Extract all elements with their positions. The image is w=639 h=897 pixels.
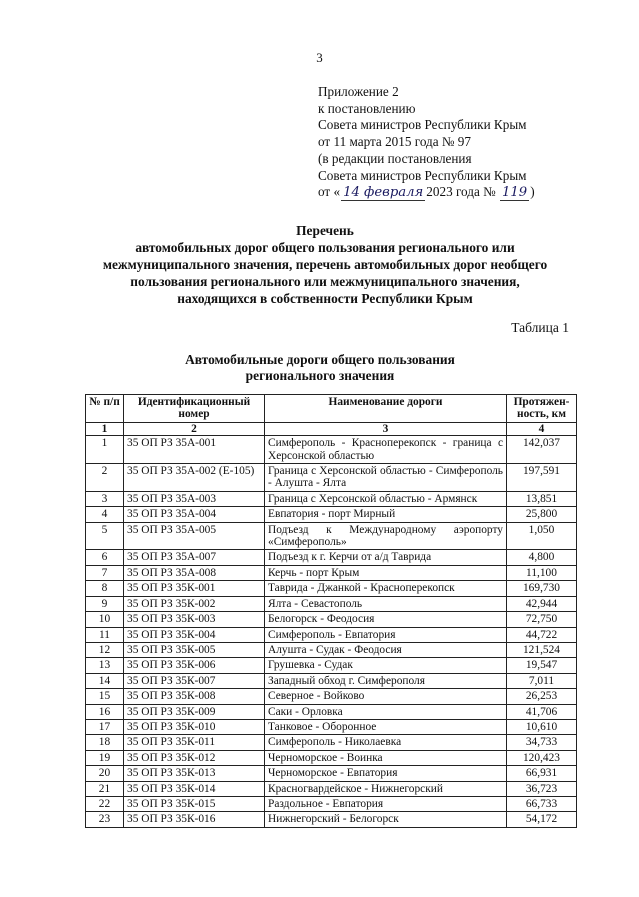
cell-length: 13,851 bbox=[507, 491, 577, 506]
table-row bbox=[86, 596, 577, 611]
cell-num: 12 bbox=[86, 642, 124, 657]
cell-id: 35 ОП РЗ 35К-008 bbox=[124, 689, 265, 704]
table-row bbox=[86, 642, 577, 657]
cell-road-name: Черноморское - Евпатория bbox=[265, 766, 507, 781]
cell-length: 25,800 bbox=[507, 507, 577, 522]
cell-id: 35 ОП РЗ 35К-014 bbox=[124, 781, 265, 796]
title-line: Перечень bbox=[296, 223, 354, 238]
table-row bbox=[86, 658, 577, 673]
cell-num: 23 bbox=[86, 812, 124, 827]
cell-num: 21 bbox=[86, 781, 124, 796]
title-line: автомобильных дорог общего пользования регионального или bbox=[135, 240, 515, 255]
cell-id: 35 ОП РЗ 35А-005 bbox=[124, 522, 265, 550]
header-name: Наименование дороги bbox=[265, 395, 507, 423]
table-body bbox=[86, 436, 577, 828]
cell-id: 35 ОП РЗ 35К-009 bbox=[124, 704, 265, 719]
table-row bbox=[86, 704, 577, 719]
table-row bbox=[86, 522, 577, 550]
table-row bbox=[86, 507, 577, 522]
cell-length: 169,730 bbox=[507, 581, 577, 596]
handwritten-date: 14 февраля bbox=[343, 185, 424, 201]
cell-length: 66,733 bbox=[507, 796, 577, 811]
cell-id: 35 ОП РЗ 35К-003 bbox=[124, 612, 265, 627]
table-row bbox=[86, 464, 577, 492]
appendix-line: Совета министров Республики Крым bbox=[318, 117, 527, 133]
cell-road-name: Алушта - Судак - Феодосия bbox=[265, 642, 507, 657]
cell-id: 35 ОП РЗ 35К-006 bbox=[124, 658, 265, 673]
table-row bbox=[86, 766, 577, 781]
table-row bbox=[86, 750, 577, 765]
cell-num: 15 bbox=[86, 689, 124, 704]
cell-length: 197,591 bbox=[507, 464, 577, 492]
table-row bbox=[86, 735, 577, 750]
table-row bbox=[86, 796, 577, 811]
date-suffix: ) bbox=[530, 184, 535, 200]
cell-id: 35 ОП РЗ 35К-004 bbox=[124, 627, 265, 642]
table-row bbox=[86, 491, 577, 506]
cell-num: 10 bbox=[86, 612, 124, 627]
cell-id: 35 ОП РЗ 35А-001 bbox=[124, 436, 265, 464]
cell-length: 120,423 bbox=[507, 750, 577, 765]
appendix-line: к постановлению bbox=[318, 100, 416, 116]
cell-length: 142,037 bbox=[507, 436, 577, 464]
document-title bbox=[60, 222, 590, 307]
appendix-line: от 11 марта 2015 года № 97 bbox=[318, 134, 471, 150]
cell-num: 17 bbox=[86, 719, 124, 734]
cell-length: 7,011 bbox=[507, 673, 577, 688]
header-length: Протяжен-ность, км bbox=[507, 395, 577, 423]
cell-length: 1,050 bbox=[507, 522, 577, 550]
cell-num: 5 bbox=[86, 522, 124, 550]
appendix-date-line bbox=[318, 184, 618, 201]
cell-id: 35 ОП РЗ 35А-007 bbox=[124, 550, 265, 565]
cell-road-name: Подъезд к Международному аэропорту «Симферополь» bbox=[265, 522, 507, 550]
cell-num: 20 bbox=[86, 766, 124, 781]
cell-road-name: Саки - Орловка bbox=[265, 704, 507, 719]
date-middle: 2023 года № bbox=[426, 184, 496, 200]
roads-table bbox=[85, 394, 577, 828]
cell-length: 36,723 bbox=[507, 781, 577, 796]
date-prefix: от « bbox=[318, 184, 341, 200]
cell-length: 121,524 bbox=[507, 642, 577, 657]
table-row bbox=[86, 627, 577, 642]
cell-id: 35 ОП РЗ 35К-015 bbox=[124, 796, 265, 811]
cell-road-name: Подъезд к г. Керчи от а/д Таврида bbox=[265, 550, 507, 565]
cell-road-name: Симферополь - Николаевка bbox=[265, 735, 507, 750]
cell-road-name: Керчь - порт Крым bbox=[265, 565, 507, 580]
cell-road-name: Евпатория - порт Мирный bbox=[265, 507, 507, 522]
cell-road-name: Черноморское - Воинка bbox=[265, 750, 507, 765]
table-row bbox=[86, 612, 577, 627]
table-row bbox=[86, 565, 577, 580]
cell-id: 35 ОП РЗ 35К-010 bbox=[124, 719, 265, 734]
appendix-line: Совета министров Республики Крым bbox=[318, 167, 527, 183]
table-row bbox=[86, 781, 577, 796]
index-cell: 1 bbox=[86, 422, 124, 435]
subtitle-line: Автомобильные дороги общего пользования bbox=[185, 352, 455, 367]
table-header-row bbox=[86, 395, 577, 423]
cell-num: 14 bbox=[86, 673, 124, 688]
cell-road-name: Симферополь - Евпатория bbox=[265, 627, 507, 642]
table-row bbox=[86, 812, 577, 827]
cell-length: 41,706 bbox=[507, 704, 577, 719]
index-cell: 2 bbox=[124, 422, 265, 435]
cell-road-name: Красногвардейское - Нижнегорский bbox=[265, 781, 507, 796]
cell-id: 35 ОП РЗ 35К-005 bbox=[124, 642, 265, 657]
title-line: находящихся в собственности Республики Крым bbox=[177, 291, 473, 306]
cell-num: 3 bbox=[86, 491, 124, 506]
appendix-header bbox=[318, 84, 618, 201]
cell-road-name: Ялта - Севастополь bbox=[265, 596, 507, 611]
table-row bbox=[86, 689, 577, 704]
cell-id: 35 ОП РЗ 35А-004 bbox=[124, 507, 265, 522]
cell-num: 22 bbox=[86, 796, 124, 811]
cell-id: 35 ОП РЗ 35К-001 bbox=[124, 581, 265, 596]
cell-id: 35 ОП РЗ 35К-007 bbox=[124, 673, 265, 688]
cell-road-name: Таврида - Джанкой - Красноперекопск bbox=[265, 581, 507, 596]
cell-id: 35 ОП РЗ 35А-008 bbox=[124, 565, 265, 580]
table-row bbox=[86, 673, 577, 688]
cell-length: 72,750 bbox=[507, 612, 577, 627]
appendix-line: (в редакции постановления bbox=[318, 150, 472, 166]
title-line: пользования регионального или межмуниципального значения, bbox=[130, 274, 520, 289]
table-row bbox=[86, 550, 577, 565]
subtitle-line: регионального значения bbox=[245, 368, 395, 383]
cell-num: 19 bbox=[86, 750, 124, 765]
table-row bbox=[86, 719, 577, 734]
cell-road-name: Западный обход г. Симферополя bbox=[265, 673, 507, 688]
table-row bbox=[86, 436, 577, 464]
cell-road-name: Симферополь - Красноперекопск - граница с Херсонской областью bbox=[265, 436, 507, 464]
appendix-line: Приложение 2 bbox=[318, 84, 399, 99]
cell-road-name: Нижнегорский - Белогорск bbox=[265, 812, 507, 827]
cell-num: 8 bbox=[86, 581, 124, 596]
cell-num: 7 bbox=[86, 565, 124, 580]
cell-road-name: Северное - Войково bbox=[265, 689, 507, 704]
cell-id: 35 ОП РЗ 35А-002 (Е-105) bbox=[124, 464, 265, 492]
cell-id: 35 ОП РЗ 35К-002 bbox=[124, 596, 265, 611]
cell-id: 35 ОП РЗ 35К-013 bbox=[124, 766, 265, 781]
cell-length: 10,610 bbox=[507, 719, 577, 734]
cell-length: 19,547 bbox=[507, 658, 577, 673]
table-subtitle bbox=[100, 352, 540, 384]
cell-length: 44,722 bbox=[507, 627, 577, 642]
cell-num: 2 bbox=[86, 464, 124, 492]
cell-length: 34,733 bbox=[507, 735, 577, 750]
cell-num: 11 bbox=[86, 627, 124, 642]
cell-length: 54,172 bbox=[507, 812, 577, 827]
cell-num: 6 bbox=[86, 550, 124, 565]
cell-num: 16 bbox=[86, 704, 124, 719]
title-line: межмуниципального значения, перечень автомобильных дорог необщего bbox=[102, 257, 548, 272]
cell-road-name: Танковое - Оборонное bbox=[265, 719, 507, 734]
cell-num: 18 bbox=[86, 735, 124, 750]
cell-road-name: Граница с Херсонской областью - Армянск bbox=[265, 491, 507, 506]
cell-num: 9 bbox=[86, 596, 124, 611]
cell-id: 35 ОП РЗ 35А-003 bbox=[124, 491, 265, 506]
table-index-row bbox=[86, 422, 577, 435]
header-id: Идентификационный номер bbox=[124, 395, 265, 423]
cell-road-name: Граница с Херсонской областью - Симферополь - Алушта - Ялта bbox=[265, 464, 507, 492]
cell-num: 1 bbox=[86, 436, 124, 464]
page-number: 3 bbox=[316, 50, 323, 65]
cell-length: 66,931 bbox=[507, 766, 577, 781]
index-cell: 3 bbox=[265, 422, 507, 435]
cell-id: 35 ОП РЗ 35К-012 bbox=[124, 750, 265, 765]
cell-road-name: Грушевка - Судак bbox=[265, 658, 507, 673]
cell-road-name: Раздольное - Евпатория bbox=[265, 796, 507, 811]
table-row bbox=[86, 581, 577, 596]
cell-num: 4 bbox=[86, 507, 124, 522]
index-cell: 4 bbox=[507, 422, 577, 435]
cell-road-name: Белогорск - Феодосия bbox=[265, 612, 507, 627]
cell-num: 13 bbox=[86, 658, 124, 673]
cell-length: 4,800 bbox=[507, 550, 577, 565]
cell-id: 35 ОП РЗ 35К-016 bbox=[124, 812, 265, 827]
cell-length: 11,100 bbox=[507, 565, 577, 580]
cell-id: 35 ОП РЗ 35К-011 bbox=[124, 735, 265, 750]
handwritten-number: 119 bbox=[502, 185, 528, 201]
cell-length: 42,944 bbox=[507, 596, 577, 611]
table-label: Таблица 1 bbox=[511, 320, 569, 335]
cell-length: 26,253 bbox=[507, 689, 577, 704]
header-num: № п/п bbox=[86, 395, 124, 423]
